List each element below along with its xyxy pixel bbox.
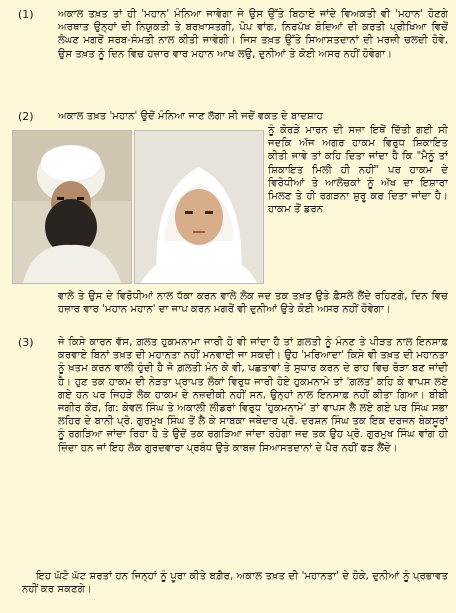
- woman-white-scarf-portrait-icon: [135, 131, 263, 283]
- item-2-wrapped-text: ਨੂੰ ਕੋਰੜੇ ਮਾਰਨ ਦੀ ਸਜ਼ਾ ਇਥੋਂ ਦਿੱਤੀ ਗਈ ਸੀ ਜਦਕਿ ਅੱਜ ਅਗਰ ਹਾਕਮ ਵਿਰੁਧ ਸ਼ਿਕਾਇਤ ਕੀਤੀ ਜਾਵੇ ਤਾਂ ਕਹਿ ਦਿਤਾ ਜਾਂਦਾ ਹੈ ਕਿ "ਮੈਨੂੰ ਤਾਂ ਸ਼ਿਕਾਇਤ ਮਿਲੀ ਹੀ ਨਹੀਂ" ਪਰ ਹਾਕਮ ਦੇ ਵਿਰੋਧੀਆਂ ਤੇ ਆਲੋਚਕਾਂ ਨੂੰ ਅੱਖ ਦਾ ਇਸ਼ਾਰਾ ਮਿਲਣ ਤੇ ਹੀ ਰਗੜਨਾ ਸ਼ੁਰੂ ਕਰ ਦਿਤਾ ਜਾਂਦਾ ਹੈ। ਹਾਕਮ ਤੋਂ ਡਰਨ: [268, 125, 448, 216]
- item-3-number: (3): [18, 336, 34, 349]
- photo-bearded-man: [12, 130, 132, 284]
- closing-paragraph: ਇਹ ਘੱਟੋ ਘੱਟ ਸ਼ਰਤਾਂ ਹਨ ਜਿਨ੍ਹਾਂ ਨੂੰ ਪੂਰਾ ਕੀਤੇ ਬਗ਼ੈਰ, ਅਕਾਲ ਤਖ਼ਤ ਦੀ 'ਮਹਾਨਤਾ' ਦੇ ਹੋਕੇ, ਦੁਨੀਆਂ ਨੂੰ ਪ੍ਰਭਾਵਤ ਨਹੀਂ ਕਰ ਸਕਣਗੇ।: [22, 571, 448, 596]
- item-2-lead: ਅਕਾਲ ਤਖ਼ਤ 'ਮਹਾਨ' ਉਦੋਂ ਮੰਨਿਆ ਜਾਣ ਲੱਗਾ ਸੀ ਜਦੋਂ ਵਕਤ ਦੇ ਬਾਦਸ਼ਾਹ: [58, 111, 323, 122]
- item-1-number: (1): [18, 8, 34, 21]
- item-1-text: ਅਕਾਲ ਤਖ਼ਤ ਤਾਂ ਹੀ 'ਮਹਾਨ' ਮੰਨਿਆ ਜਾਵੇਗਾ ਜੇ ਉਸ ਉੱਤੇ ਬਿਠਾਏ ਜਾਂਦੇ ਵਿਅਕਤੀ ਵੀ 'ਮਹਾਨ' ਹੋਣਗੇ ਅਰਥਾਤ ਉਨ੍ਹਾਂ ਦੀ ਨਿਯੁਕਤੀ ਤੇ ਬਰਖ਼ਾਸਤਗੀ, ਪੋਪ ਵਾਂਗ, ਨਿਰਪੱਖ ਬੰਦਿਆਂ ਦੀ ਕਰਤੀ ਪ੍ਰੀਖਿਆ ਵਿਚੋਂ ਲੰਘਣ ਮਗਰੋਂ ਸਰਬ-ਸੰਮਤੀ ਨਾਲ ਕੀਤੀ ਜਾਵੇਗੀ। ਜਿਸ ਤਖ਼ਤ ਉੱਤੇ ਸਿਆਸਤਦਾਨਾਂ ਦੀ ਮਰਜ਼ੀ ਚਲਦੀ ਹੋਵੇ, ਉਸ ਤਖ਼ਤ ਨੂੰ ਦਿਨ ਵਿਚ ਹਜ਼ਾਰ ਵਾਰ ਮਹਾਨ ਆਖ ਲਉ, ਦੁਨੀਆਂ ਤੇ ਕੋਈ ਅਸਰ ਨਹੀਂ ਹੋਵੇਗਾ।: [58, 9, 448, 60]
- item-2-rest: ਵਾਲੇ ਤੇ ਉਸ ਦੇ ਵਿਰੋਧੀਆਂ ਨਾਲ ਧੱਕਾ ਕਰਨ ਵਾਲੇ ਲੋਕ ਜਦ ਤਕ ਤਖ਼ਤ ਉਤੇ ਫ਼ੈਸਲੇ ਲੈਂਦੇ ਰਹਿਣਗੇ, ਦਿਨ ਵਿਚ ਹਜ਼ਾਰ ਵਾਰ 'ਮਹਾਨ ਮਹਾਨ' ਦਾ ਜਾਪ ਕਰਨ ਮਗਰੋਂ ਵੀ ਦੁਨੀਆਂ ਉਤੇ ਕੋਈ ਅਸਰ ਨਹੀਂ ਹੋਵੇਗਾ।: [58, 291, 448, 316]
- photo-woman: [134, 130, 264, 284]
- item-2-number: (2): [18, 110, 34, 123]
- item-3-text: ਜੇ ਕਿਸੇ ਕਾਰਨ ਵੱਸ, ਗ਼ਲਤ ਹੁਕਮਨਾਮਾ ਜਾਰੀ ਹੋ ਵੀ ਜਾਂਦਾ ਹੈ ਤਾਂ ਗ਼ਲਤੀ ਨੂੰ ਮੰਨਣ ਤੇ ਪੀੜਤ ਨਾਲ ਇਨਸਾਫ਼ ਕਰਵਾਏ ਬਿਨਾਂ ਤਖ਼ਤ ਦੀ ਮਹਾਨਤਾ ਨਹੀਂ ਮਨਵਾਈ ਜਾ ਸਕਦੀ। ਉਹ 'ਮਰਿਆਦਾ' ਕਿਸੇ ਵੀ ਤਖ਼ਤ ਦੀ ਮਹਾਨਤਾ ਨੂੰ ਖ਼ਤਮ ਕਰਨ ਵਾਲੀ ਹੁੰਦੀ ਹੈ ਜੋ ਗ਼ਲਤੀ ਮੰਨ ਕੇ ਵੀ, ਪਛਤਾਵਾਂ ਤੇ ਸੁਧਾਰ ਕਰਨ ਦੇ ਰਾਹ ਵਿਚ ਰੋੜਾ ਬਣ ਜਾਂਦੀ ਹੈ। ਹੁਣ ਤਕ ਹਾਕਮ ਦੀ ਨੇੜਤਾ ਪ੍ਰਾਪਤ ਲੋਕਾਂ ਵਿਰੁਧ ਜਾਰੀ ਹੋਏ ਹੁਕਮਨਾਮੇ ਤਾਂ 'ਗ਼ਲਤ' ਕਹਿ ਕੇ ਵਾਪਸ ਲਏ ਗਏ ਹਨ ਪਰ ਜਿਹੜੇ ਲੋਕ ਹਾਕਮ ਦੇ ਨਜ਼ਦੀਕੀ ਨਹੀਂ ਸਨ, ਉਨ੍ਹਾਂ ਨਾਲ ਇਨਸਾਫ਼ ਨਹੀਂ ਕੀਤਾ ਗਿਆ। ਬੀਬੀ ਜਗੀਰ ਕੌਰ, ਗਿ: ਕੇਵਲ ਸਿੰਘ ਤੇ ਅਕਾਲੀ ਲੀਡਰਾਂ ਵਿਰੁਧ 'ਹੁਕਮਨਾਮੇ' ਤਾਂ ਵਾਪਸ ਲੈ ਲਏ ਗਏ ਪਰ ਸਿੰਘ ਸਭਾ ਲਹਿਰ ਦੇ ਬਾਨੀ ਪ੍ਰੋ. ਗੁਰਮੁਖ ਸਿੰਘ ਤੋਂ ਲੈ ਕੇ ਸਾਬਕਾ ਜਥੇਦਾਰ ਪ੍ਰੋ. ਦਰਸ਼ਨ ਸਿੰਘ ਤਕ ਇਕ ਦਰਜਨ ਬੇਕਸੂਰਾਂ ਨੂੰ ਰਗੜਿਆ ਜਾਂਦਾ ਰਿਹਾ ਹੈ ਤੇ ਉਦੋਂ ਤਕ ਰਗੜਿਆ ਜਾਂਦਾ ਰਹੇਗਾ ਜਦ ਤਕ ਉਹ ਪ੍ਰੋ. ਗੁਰਮੁਖ ਸਿੰਘ ਵਾਂਗ ਹੀ ਜ਼ਿੰਦਾ ਹਨ ਜਾਂ ਇਹ ਲੋਕ ਗੁਰਦਵਾਰਾ ਪ੍ਰਬੰਧ ਉਤੇ ਕਾਬਜ਼ ਸਿਆਸਤਦਾਨਾਂ ਦੇ ਪੈਰ ਨਹੀਂ ਫੜ ਲੈਂਦੇ।: [58, 337, 448, 454]
- bearded-man-portrait-icon: [13, 131, 131, 283]
